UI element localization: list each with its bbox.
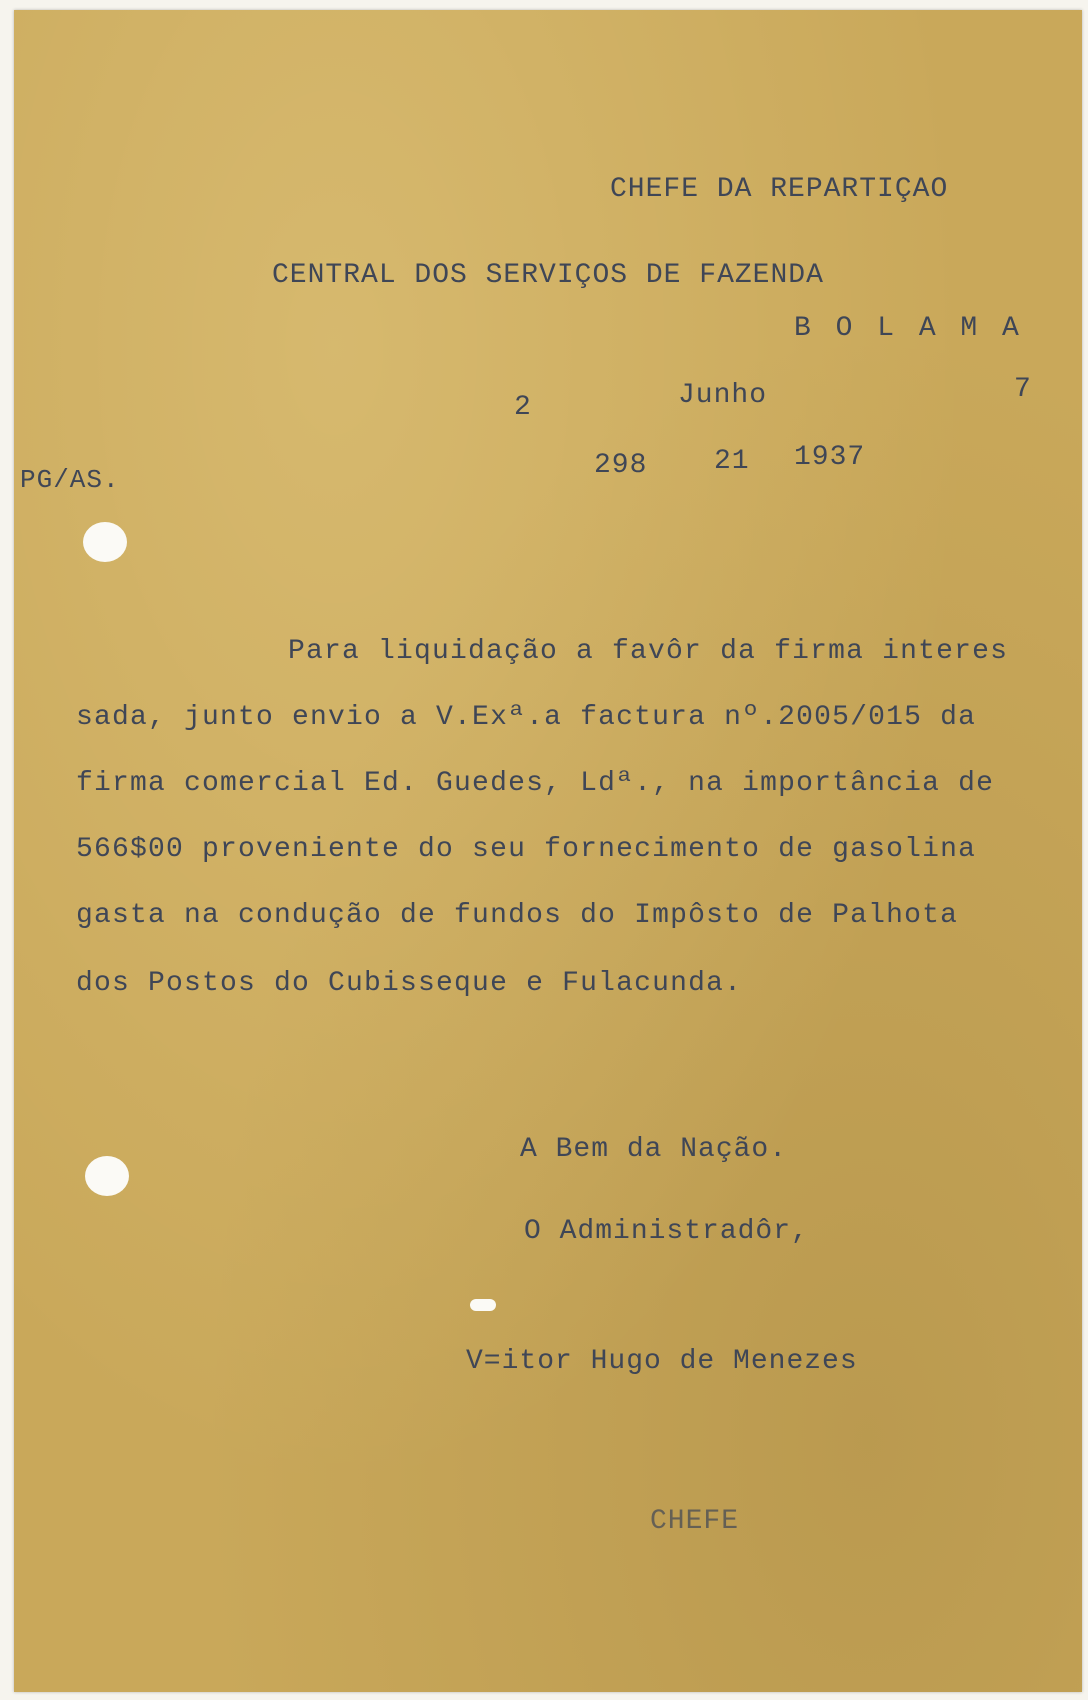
punch-hole-top (83, 522, 127, 562)
footer-stamp-text: CHEFE (650, 1506, 740, 1537)
body-line: sada, junto envio a V.Exª.a factura nº.2005/015 da (76, 702, 977, 733)
body-line: firma comercial Ed. Guedes, Ldª., na importância de (76, 768, 995, 799)
header-subtitle: CENTRAL DOS SERVIÇOS DE FAZENDA (272, 260, 824, 291)
closing-role: O Administradôr, (524, 1216, 809, 1247)
meta-number-b: 7 (1014, 374, 1032, 405)
body-line: 566$00 proveniente do seu fornecimento de gasolina (76, 834, 977, 865)
reference-code: PG/AS. (20, 465, 120, 495)
meta-day: 21 (714, 446, 750, 477)
paper-mark (470, 1299, 496, 1311)
header-title: CHEFE DA REPARTIÇAO (610, 174, 949, 205)
punch-hole-bottom (85, 1156, 129, 1196)
meta-month: Junho (678, 380, 768, 411)
body-line: dos Postos do Cubisseque e Fulacunda. (76, 968, 743, 999)
document-sheet (14, 10, 1082, 1692)
meta-number-c: 298 (594, 450, 648, 481)
header-location: B O L A M A (794, 313, 1023, 344)
body-line: Para liquidação a favôr da firma interes (288, 636, 1009, 667)
meta-year: 1937 (794, 442, 866, 473)
body-line: gasta na condução de fundos do Impôsto de Palhota (76, 900, 959, 931)
closing-salutation: A Bem da Nação. (520, 1134, 788, 1165)
signature-name: V=itor Hugo de Menezes (466, 1346, 858, 1377)
meta-number-a: 2 (514, 392, 532, 423)
